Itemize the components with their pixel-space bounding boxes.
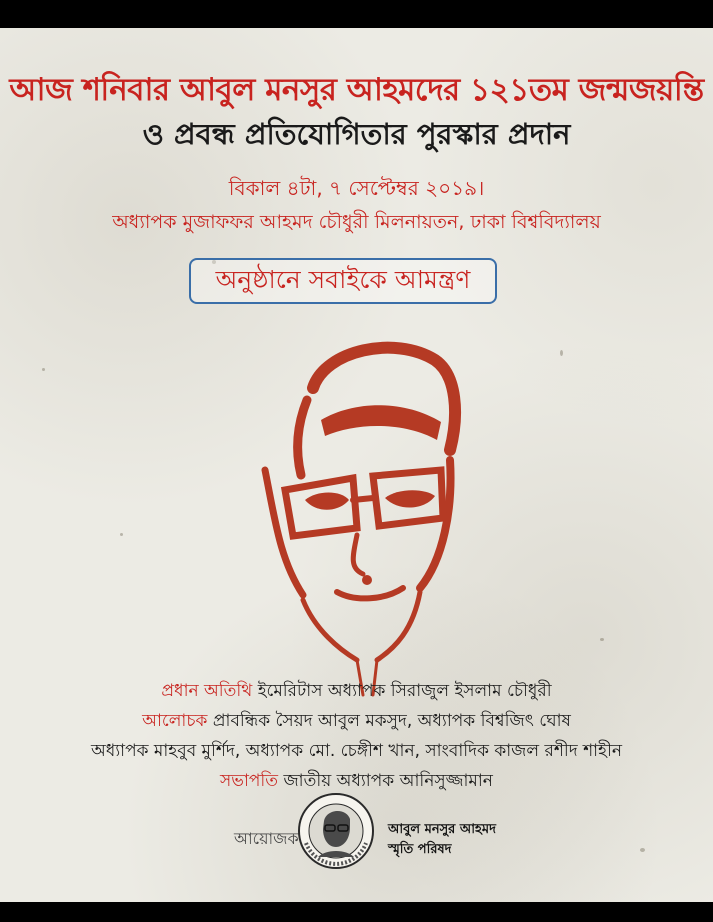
discussants-names: প্রাবন্ধিক সৈয়দ আবুল মকসুদ, অধ্যাপক বিশ্বজিৎ ঘোষ: [212, 711, 571, 731]
paper-speck: [560, 350, 563, 356]
organizer-name: [388, 820, 496, 860]
organizer-name-line-1: আবুল মনসুর আহমদ: [388, 822, 496, 837]
paper-speck: [640, 848, 645, 852]
paper-speck: [120, 533, 123, 536]
president-role: সভাপতি: [220, 771, 279, 791]
organizer-seal-logo: [296, 791, 376, 871]
paper-speck: [600, 638, 604, 641]
event-poster: [0, 28, 713, 902]
organizer-name-line-2: স্মৃতি পরিষদ: [388, 842, 452, 857]
headline: আজ শনিবার আবুল মনসুর আহমদের ১২১তম জন্মজয়ন্তি: [9, 72, 704, 108]
chief-guest-line: [0, 678, 713, 706]
invitation-text: অনুষ্ঠানে সবাইকে আমন্ত্রণ: [215, 264, 471, 294]
president-name: জাতীয় অধ্যাপক আনিসুজ্জামান: [283, 771, 493, 791]
paper-speck: [42, 368, 45, 371]
discussants-line-2: অধ্যাপক মাহবুব মুর্শিদ, অধ্যাপক মো. চেঙ্গীশ খান, সাংবাদিক কাজল রশীদ শাহীন: [90, 741, 623, 761]
discussants-line: [0, 708, 713, 736]
discussants-role: আলোচক: [142, 711, 208, 731]
invitation-box: [189, 258, 497, 304]
organizer-label: আয়োজক: [234, 829, 299, 848]
event-venue: অধ্যাপক মুজাফফর আহমদ চৌধুরী মিলনায়তন, ঢাকা বিশ্ববিদ্যালয়: [112, 211, 601, 233]
subheadline: ও প্রবন্ধ প্রতিযোগিতার পুরস্কার প্রদান: [142, 117, 571, 151]
event-time: বিকাল ৪টা, ৭ সেপ্টেম্বর ২০১৯।: [228, 176, 485, 200]
chief-guest-role: প্রধান অতিথি: [161, 681, 253, 701]
chief-guest-name: ইমেরিটাস অধ্যাপক সিরাজুল ইসলাম চৌধুরী: [257, 681, 552, 701]
portrait-illustration: [245, 330, 470, 700]
